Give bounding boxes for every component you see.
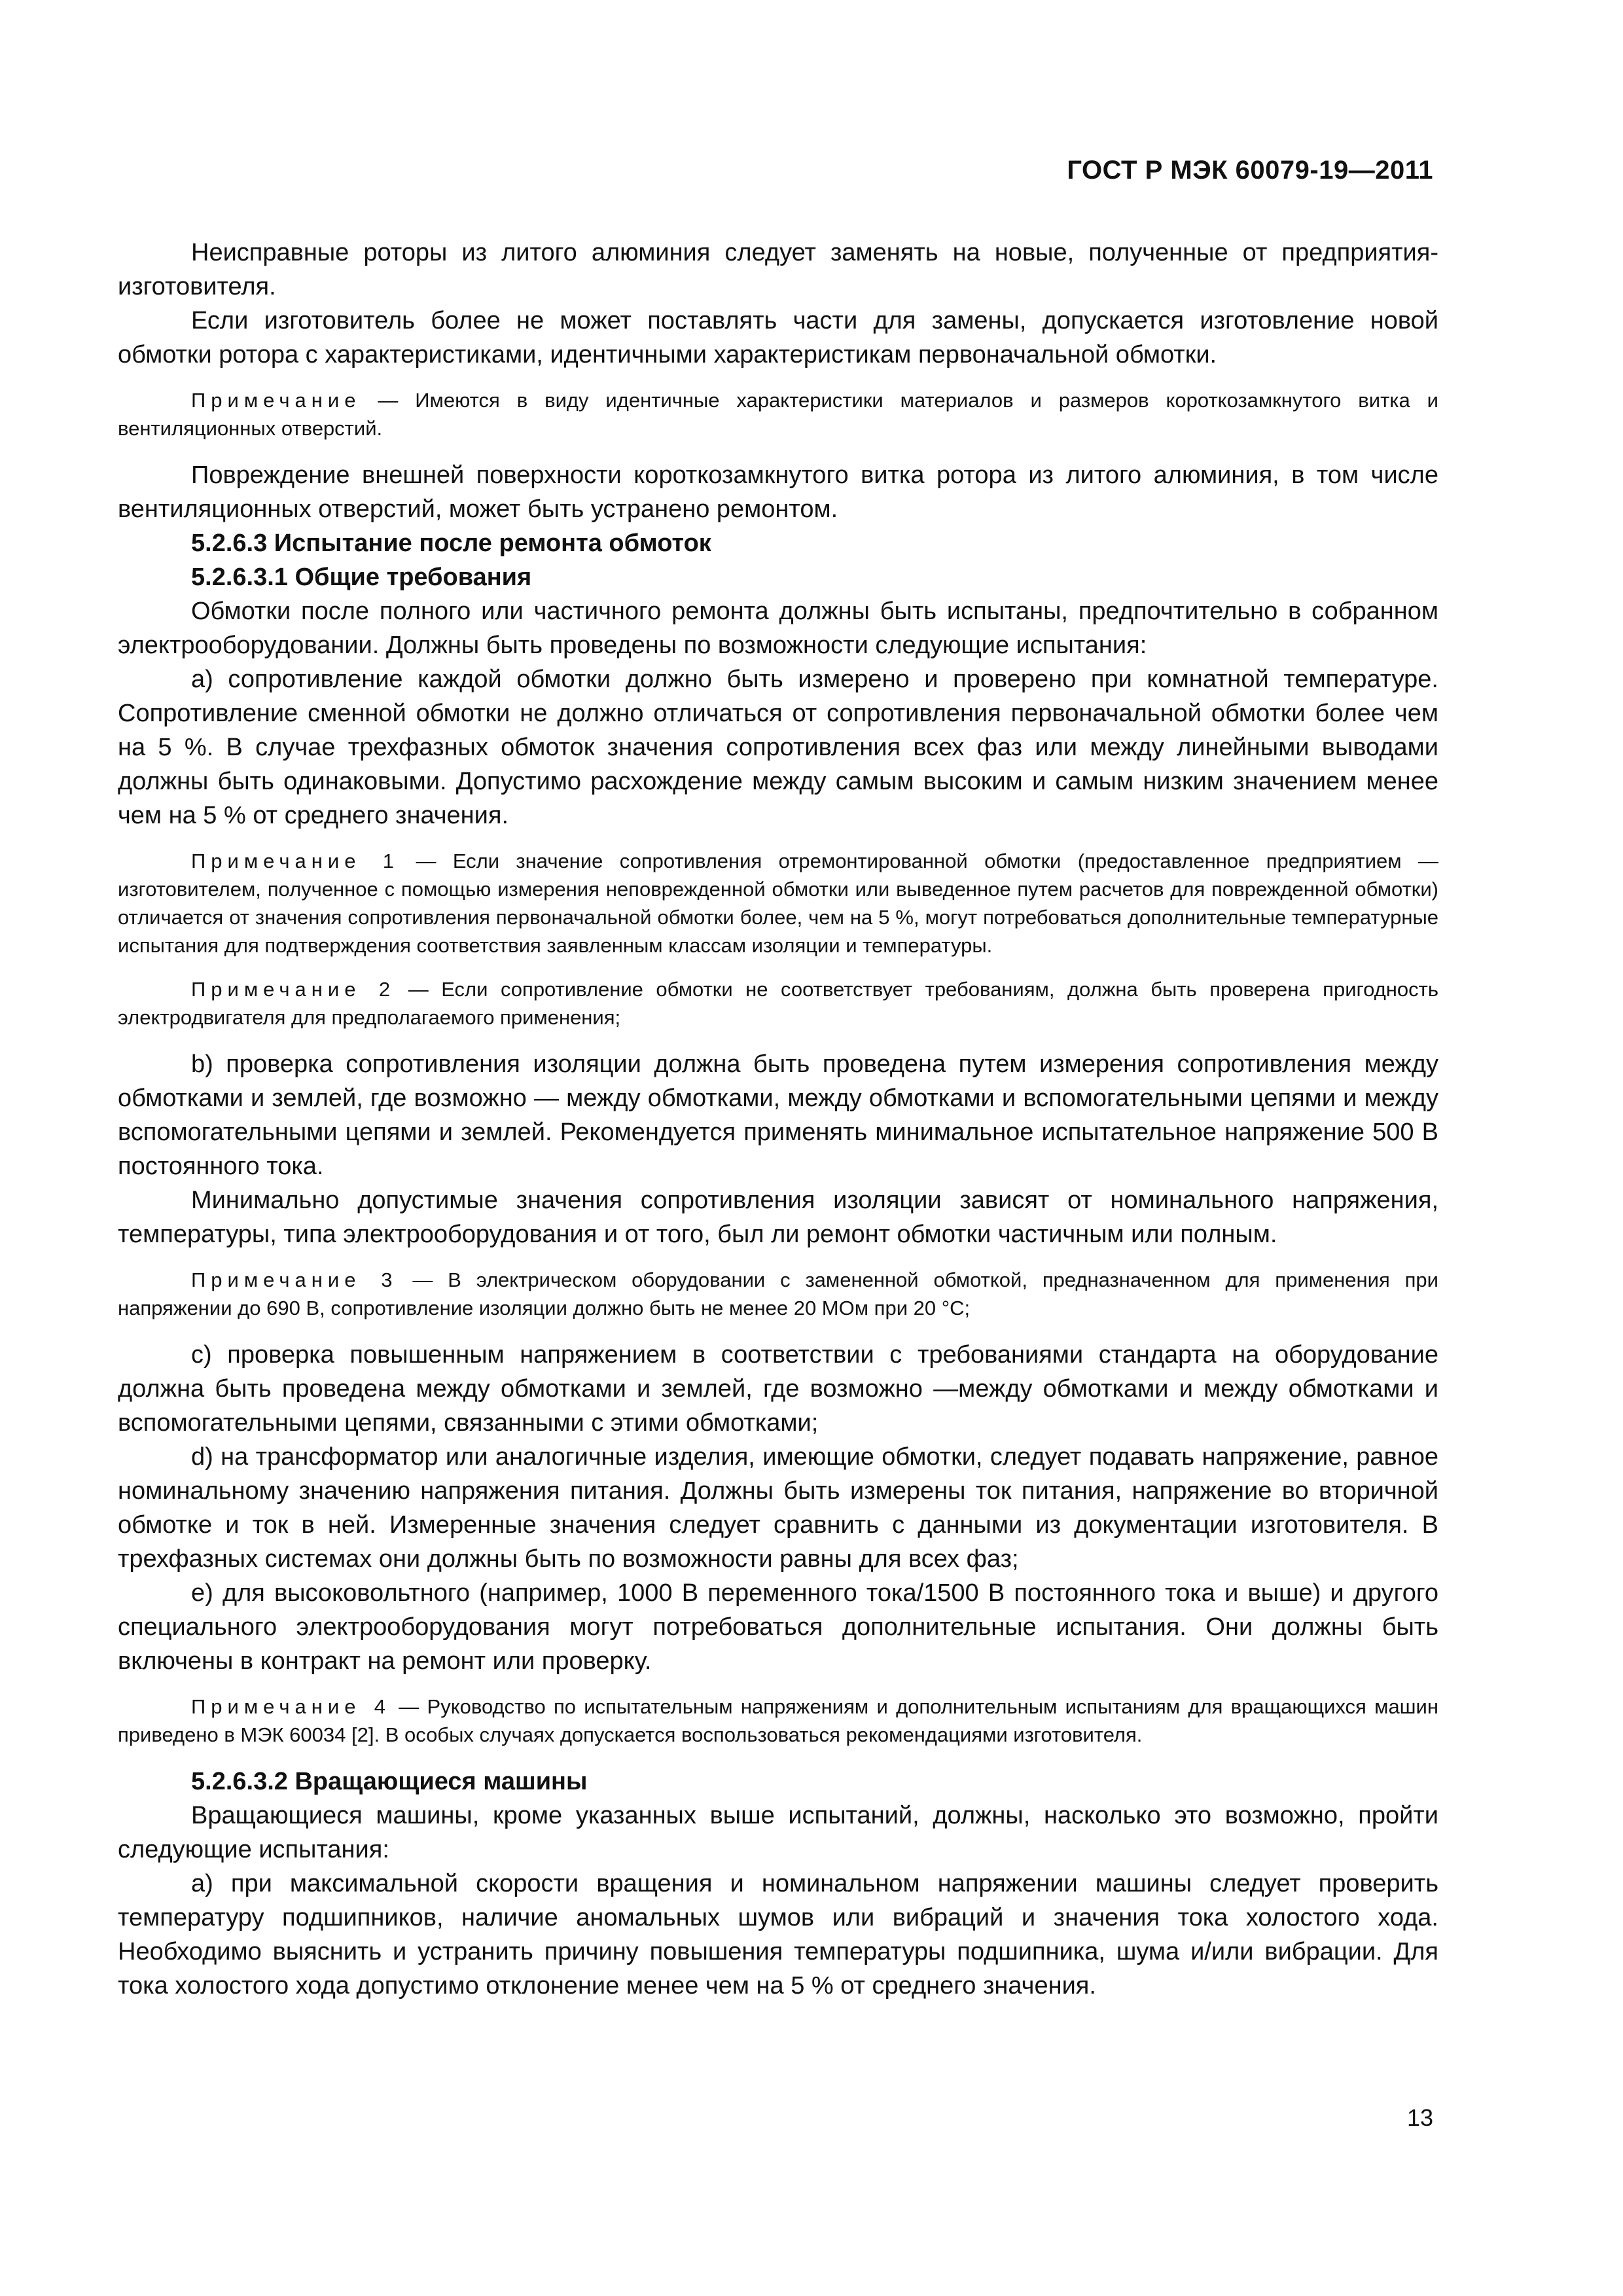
list-item-paragraph: e) для высоковольтного (например, 1000 В переменного тока/1500 В постоянного тока и выше) и другого специального электрооборудования могут потребоваться дополнительные испытания. Они должны быть включены в контракт на ремонт или проверку. xyxy=(118,1579,1438,1675)
note-label: Примечание 4 xyxy=(191,1695,391,1718)
list-item-paragraph: b) проверка сопротивления изоляции должна быть проведена путем измерения сопротивления между обмотками и землей, где возможно — между обмотками, между обмотками и вспомогательными цепями и между вспомогательными цепями и землей. Рекомендуется применять минимальное испытательное напряжение 500 В постоянного тока. xyxy=(118,1050,1438,1180)
paragraph: Неисправные роторы из литого алюминия следует заменять на новые, полученные от предприятия-изготовителя. xyxy=(118,239,1438,300)
note-label: Примечание 1 xyxy=(191,850,400,872)
note-label: Примечание 2 xyxy=(191,978,396,1001)
list-item-paragraph: a) сопротивление каждой обмотки должно быть измерено и проверено при комнатной температуре. Сопротивление сменной обмотки не должно отличаться от сопротивления первоначальной обмотки более чем на 5 %. В случае трехфазных обмоток значения сопротивления всех фаз или между линейными выводами должны быть одинаковыми. Допустимо расхождение между самым высоким и самым низким значением менее чем на 5 % от среднего значения. xyxy=(118,666,1438,829)
note xyxy=(118,1693,1438,1749)
note-label: Примечание 3 xyxy=(191,1268,398,1291)
note-text: — Руководство по испытательным напряжениям и дополнительным испытаниям для вращающихся машин приведено в МЭК 60034 [2]. В особых случаях допускается воспользоваться рекомендациями изготовителя. xyxy=(118,1695,1438,1746)
paragraph: Минимально допустимые значения сопротивления изоляции зависят от номинального напряжения, температуры, типа электрооборудования и от того, был ли ремонт обмотки частичным или полным. xyxy=(118,1187,1438,1248)
section-heading: 5.2.6.3.2 Вращающиеся машины xyxy=(191,1768,588,1795)
section-heading: 5.2.6.3 Испытание после ремонта обмоток xyxy=(191,529,711,557)
note-text: — Если сопротивление обмотки не соответствует требованиям, должна быть проверена пригодность электродвигателя для предполагаемого применения; xyxy=(118,978,1438,1029)
section-heading: 5.2.6.3.1 Общие требования xyxy=(191,564,532,591)
note-label: Примечание xyxy=(191,389,361,412)
document-body xyxy=(118,236,1438,2003)
note-text: — Имеются в виду идентичные характеристики материалов и размеров короткозамкнутого витка и вентиляционных отверстий. xyxy=(118,389,1438,440)
note-text: — Если значение сопротивления отремонтированной обмотки (предоставленное предприятием — изготовителем, полученное с помощью измерения неповрежденной обмотки или выведенное путем расчетов для поврежденной обмотки) отличается от значения сопротивления первоначальной обмотки более, чем на 5 %, могут потребоваться дополнительные температурные испытания для подтверждения соответствия заявленным классам изоляции и температуры. xyxy=(118,850,1438,957)
note-text: — В электрическом оборудовании с замененной обмоткой, предназначенном для применения при напряжении до 690 В, сопротивление изоляции должно быть не менее 20 МОм при 20 °С; xyxy=(118,1268,1438,1319)
note xyxy=(118,975,1438,1031)
paragraph: Повреждение внешней поверхности короткозамкнутого витка ротора из литого алюминия, в том числе вентиляционных отверстий, может быть устранено ремонтом. xyxy=(118,461,1438,523)
document-id-header: ГОСТ Р МЭК 60079-19—2011 xyxy=(1067,156,1433,185)
paragraph: Вращающиеся машины, кроме указанных выше испытаний, должны, насколько это возможно, пройти следующие испытания: xyxy=(118,1802,1438,1863)
list-item-paragraph: c) проверка повышенным напряжением в соответствии с требованиями стандарта на оборудование должна быть проведена между обмотками и землей, где возможно —между обмотками и между обмотками и вспомогательными цепями, связанными с этими обмотками; xyxy=(118,1341,1438,1437)
paragraph: Обмотки после полного или частичного ремонта должны быть испытаны, предпочтительно в собранном электрооборудовании. Должны быть проведены по возможности следующие испытания: xyxy=(118,598,1438,659)
note xyxy=(118,1266,1438,1322)
note xyxy=(118,847,1438,960)
note xyxy=(118,386,1438,442)
page-number: 13 xyxy=(1406,2104,1433,2131)
paragraph: Если изготовитель более не может поставлять части для замены, допускается изготовление новой обмотки ротора с характеристиками, идентичными характеристикам первоначальной обмотки. xyxy=(118,307,1438,368)
list-item-paragraph: a) при максимальной скорости вращения и номинальном напряжении машины следует проверить температуру подшипников, наличие аномальных шумов или вибраций и значения тока холостого хода. Необходимо выяснить и устранить причину повышения температуры подшипника, шума и/или вибрации. Для тока холостого хода допустимо отклонение менее чем на 5 % от среднего значения. xyxy=(118,1870,1438,2000)
list-item-paragraph: d) на трансформатор или аналогичные изделия, имеющие обмотки, следует подавать напряжение, равное номинальному значению напряжения питания. Должны быть измерены ток питания, напряжение во вторичной обмотке и ток в ней. Измеренные значения следует сравнить с данными из документации изготовителя. В трехфазных системах они должны быть по возможности равны для всех фаз; xyxy=(118,1443,1438,1573)
